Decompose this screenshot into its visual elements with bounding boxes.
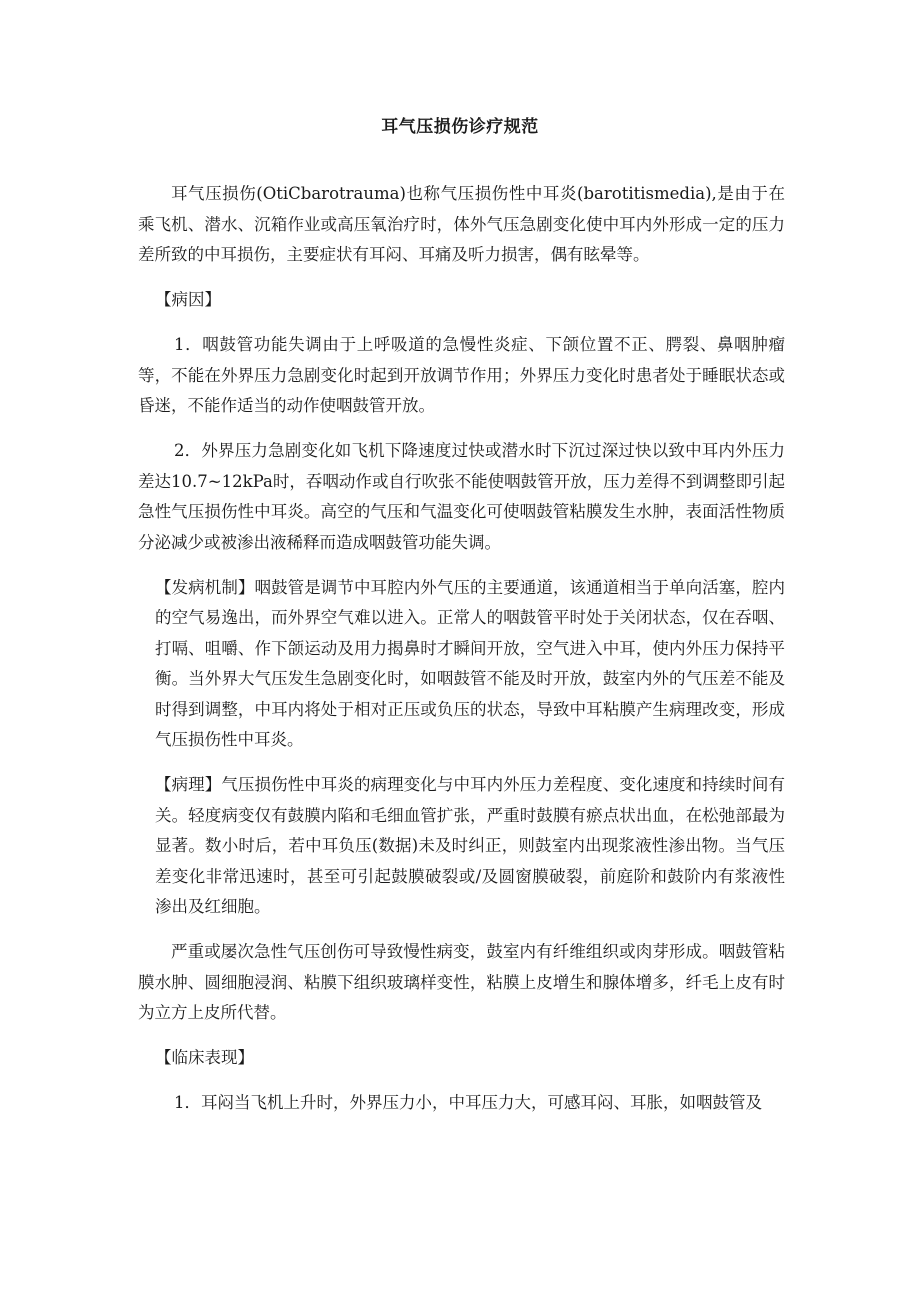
etiology-item-1: 1．咽鼓管功能失调由于上呼吸道的急慢性炎症、下颌位置不正、腭裂、鼻咽肿瘤等，不能在外界压力急剧变化时起到开放调节作用；外界压力变化时患者处于睡眠状态或昏迷，不能作适当的动作使咽鼓管开放。 [138, 335, 785, 415]
chronic-pathology-paragraph: 严重或屡次急性气压创伤可导致慢性病变，鼓室内有纤维组织或肉芽形成。咽鼓管粘膜水肿、圆细胞浸润、粘膜下组织玻璃样变性，粘膜上皮增生和腺体增多，纤毛上皮有时为立方上皮所代替。 [138, 942, 785, 1022]
section-heading-clinical: 【临床表现】 [155, 1048, 254, 1067]
section-heading-etiology: 【病因】 [155, 290, 221, 309]
clinical-item-1: 1．耳闷当飞机上升时，外界压力小，中耳压力大，可感耳闷、耳胀，如咽鼓管及 [174, 1093, 762, 1112]
pathogenesis-paragraph: 【发病机制】咽鼓管是调节中耳腔内外气压的主要通道，该通道相当于单向活塞，腔内的空气易逸出，而外界空气难以进入。正常人的咽鼓管平时处于关闭状态，仅在吞咽、打嗝、咀嚼、作下颌运动及用力揭鼻时才瞬间开放，空气进入中耳，使内外压力保持平衡。当外界大气压发生急剧变化时，如咽鼓管不能及时开放，鼓室内外的气压差不能及时得到调整，中耳内将处于相对正压或负压的状态，导致中耳粘膜产生病理改变，形成气压损伤性中耳炎。 [155, 577, 785, 749]
etiology-item-2: 2．外界压力急剧变化如飞机下降速度过快或潜水时下沉过深过快以致中耳内外压力差达10.7~12kPa时，吞咽动作或自行吹张不能使咽鼓管开放，压力差得不到调整即引起急性气压损伤性中耳炎。高空的气压和气温变化可使咽鼓管粘膜发生水肿，表面活性物质分泌减少或被渗出液稀释而造成咽鼓管功能失调。 [138, 441, 785, 552]
document-body [138, 179, 785, 1133]
intro-paragraph: 耳气压损伤(OtiCbarotrauma)也称气压损伤性中耳炎(barotitismedia),是由于在乘飞机、潜水、沉箱作业或高压氧治疗时，体外气压急剧变化使中耳内外形成一定的压力差所致的中耳损伤，主要症状有耳闷、耳痛及听力损害，偶有眩晕等。 [138, 184, 785, 264]
document-title: 耳气压损伤诊疗规范 [381, 117, 539, 137]
pathology-paragraph: 【病理】气压损伤性中耳炎的病理变化与中耳内外压力差程度、变化速度和持续时间有关。轻度病变仅有鼓膜内陷和毛细血管扩张，严重时鼓膜有瘀点状出血，在松弛部最为显著。数小时后，若中耳负压(数据)未及时纠正，则鼓室内出现浆液性渗出物。当气压差变化非常迅速时，甚至可引起鼓膜破裂或/及圆窗膜破裂，前庭阶和鼓阶内有浆液性渗出及红细胞。 [155, 775, 785, 916]
